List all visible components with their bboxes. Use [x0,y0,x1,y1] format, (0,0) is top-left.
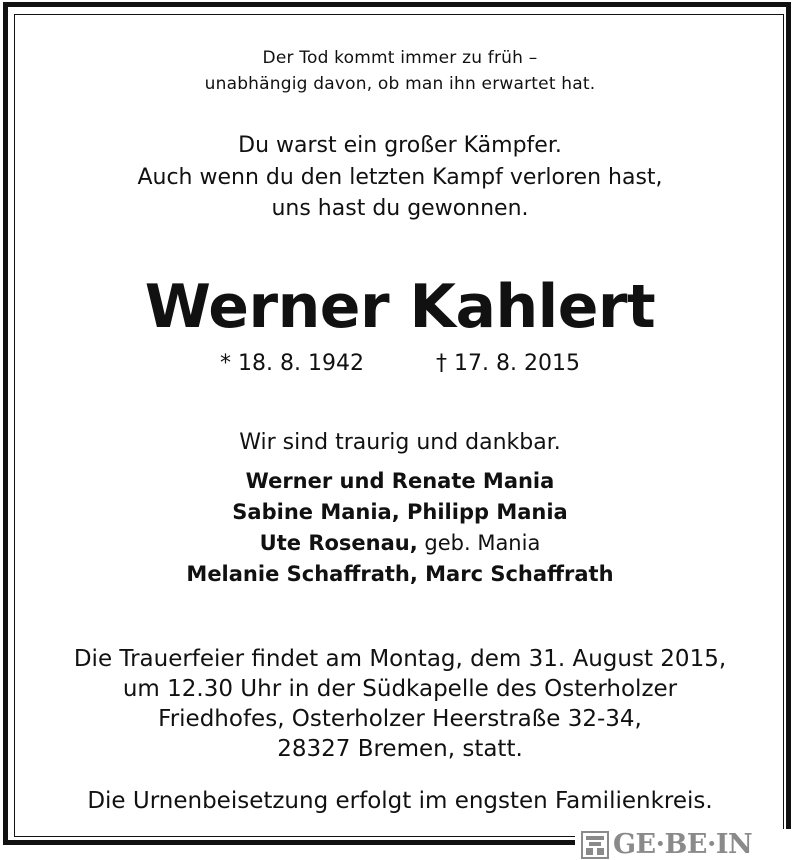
death-date: † 17. 8. 2015 [436,351,580,376]
family-line [0,528,800,558]
motto-line: unabhängig davon, ob man ihn erwartet hat. [204,74,596,94]
deceased-name: Werner Kahlert [144,272,656,342]
family-maiden-name: geb. Mania [417,531,541,555]
thanks-line: Wir sind traurig und dankbar. [239,430,561,455]
funeral-line: 28327 Bremen, statt. [277,736,523,762]
urn-notice: Die Urnenbeisetzung erfolgt im engsten Familienkreis. [87,788,713,814]
verse-line: uns hast du gewonnen. [271,196,529,221]
family-line: Sabine Mania, Philipp Mania [232,500,568,524]
family-line: Melanie Schaffrath, Marc Schaffrath [186,562,614,586]
birth-date: * 18. 8. 1942 [220,351,364,376]
family-line: Werner und Renate Mania [245,469,555,493]
life-dates [0,350,800,378]
verse-line: Du warst ein großer Kämpfer. [238,133,562,158]
publisher-logo-text: GE·BE·IN [613,829,753,860]
funeral-line: um 12.30 Uhr in der Südkapelle des Osterholzer [122,676,678,702]
verse-line: Auch wenn du den letzten Kampf verloren hast, [137,165,663,190]
publisher-logo [575,829,791,860]
funeral-line: Friedhofes, Osterholzer Heerstraße 32-34, [158,706,642,732]
funeral-line: Die Trauerfeier findet am Montag, dem 31. August 2015, [73,646,727,672]
motto-line: Der Tod kommt immer zu früh – [262,48,538,68]
publisher-emblem-icon [581,831,609,859]
family-name-bold: Ute Rosenau, [259,531,418,555]
